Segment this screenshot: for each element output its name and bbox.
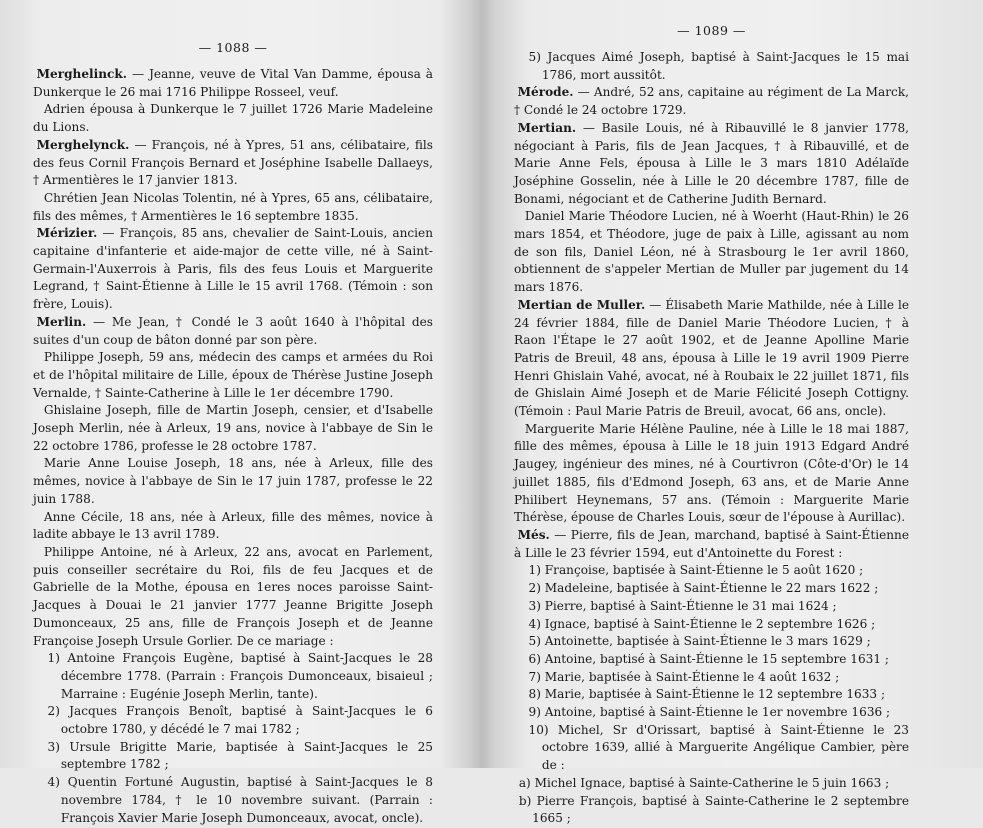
page-number: — 1088 — [198,40,268,55]
body-paragraph [33,101,433,136]
entry-paragraph [514,120,909,209]
entry-paragraph [33,137,433,190]
paragraph-text: 1) Françoise, baptisée à Saint-Étienne le 5 août 1620 ; [528,563,864,578]
paragraph-text: a) Michel Ignace, baptisé à Sainte-Catherine le 5 juin 1663 ; [518,775,890,790]
child-entry [514,580,909,598]
grandchild-entry [514,775,909,793]
body-paragraph [33,349,433,402]
page-number: — 1089 — [677,23,746,38]
body-paragraph [33,402,433,455]
entry-paragraph [33,66,433,101]
entry-paragraph [33,225,433,314]
paragraph-text: 10) Michel, Sr d'Orissart, baptisé à Saint-Étienne le 23 octobre 1639, allié à Marguerite Angélique Cambier, père de : [528,722,909,773]
child-entry [514,651,909,669]
paragraph-text: Ghislaine Joseph, fille de Martin Joseph, censier, et d'Isabelle Joseph Merlin, née à Arleux, 19 ans, novice à l'abbaye de Sin le 22 octobre 1786, professe le 28 octobre 1787. [33,403,433,453]
entry-paragraph [514,84,909,119]
paragraph-text: 7) Marie, baptisée à Saint-Étienne le 4 août 1632 ; [528,669,840,684]
child-entry [514,722,909,775]
entry-heading: Més. [517,527,550,542]
entry-heading: Mertian de Muller. [517,297,646,312]
body-paragraph [33,190,433,225]
paragraph-text: 9) Antoine, baptisé à Saint-Étienne le 1er novembre 1636 ; [528,705,891,720]
paragraph-text: Daniel Marie Théodore Lucien, né à Woerht (Haut-Rhin) le 26 mars 1854, et Théodore, juge de paix à Lille, agissant au nom de son fils, Daniel Léon, né à Strasbourg le 1er avril 1860, obtiennent de s'appeler Mertian de Muller par jugement du 14 mars 1876. [514,209,909,295]
paragraph-text: — Pierre, fils de Jean, marchand, baptisé à Saint-Étienne à Lille le 23 février 1594, eut d'Antoinette du Forest : [514,527,909,560]
paragraph-text: 3) Ursule Brigitte Marie, baptisée à Saint-Jacques le 25 septembre 1782 ; [47,739,433,772]
child-entry [33,739,433,774]
entry-paragraph [514,297,909,421]
entry-heading: Merghelinck. [36,67,127,81]
entry-heading: Mertian. [517,120,577,135]
paragraph-text: 2) Madeleine, baptisée à Saint-Étienne le 22 mars 1622 ; [528,581,879,596]
paragraph-text: Adrien épousa à Dunkerque le 7 juillet 1726 Marie Madeleine du Lions. [33,102,433,135]
entry-heading: Merlin. [36,314,87,329]
child-entry [514,704,909,722]
paragraph-text: Philippe Antoine, né à Arleux, 22 ans, avocat en Parlement, puis conseiller secrétaire du Roi, fils de feu Jacques et de Gabrielle de la Mothe, épousa en 1eres noces paroisse Saint-Jacques à Douai le 21 janvier 1777 Jeanne Brigitte Joseph Dumonceaux, 25 ans, fille de François Joseph et de Jeanne Françoise Joseph Ursule Gorlier. De ce mariage : [33,544,433,648]
entry-heading: Mérode. [517,85,574,100]
body-paragraph [514,208,909,297]
paragraph-text: 8) Marie, baptisée à Saint-Étienne le 12 septembre 1633 ; [528,687,886,702]
paragraph-text: — Me Jean, † Condé le 3 août 1640 à l'hôpital des suites d'un coup de bâton donné par son père. [33,314,433,347]
paragraph-text: b) Pierre François, baptisé à Sainte-Catherine le 2 septembre 1665 ; [518,793,909,826]
paragraph-text: 5) Jacques Aimé Joseph, baptisé à Saint-Jacques le 15 mai 1786, mort aussitôt. [528,50,909,82]
paragraph-text: — André, 52 ans, capitaine au régiment de La Marck, † Condé le 24 octobre 1729. [514,85,909,118]
entry-paragraph [33,314,433,349]
paragraph-text: Marie Anne Louise Joseph, 18 ans, née à Arleux, fille des mêmes, novice à l'abbaye de Sin le 17 juin 1787, professe le 22 juin 1788. [33,456,433,506]
grandchild-entry [514,793,909,828]
paragraph-text: — François, né à Ypres, 51 ans, célibataire, fils des feus Cornil François Bernard et Joséphine Isabelle Dallaeys, † Armentières le 17 janvier 1813. [33,137,433,188]
paragraph-text: — Élisabeth Marie Mathilde, née à Lille le 24 février 1884, fille de Daniel Marie Théodore Lucien, † à Raon l'Étape le 27 août 1902, et de Jeanne Apolline Marie Patris de Breuil, 48 ans, épousa à Lille le 19 avril 1909 Pierre Henri Ghislain Vahé, avocat, né à Roubaix le 22 juillet 1871, fils de Ghislain Aimé Joseph et de Marie Félicité Joseph Cottigny. (Témoin : Paul Marie Patris de Breuil, avocat, 66 ans, oncle). [514,297,909,419]
paragraph-text: Anne Cécile, 18 ans, née à Arleux, fille des mêmes, novice à ladite abbaye le 13 avril 1789. [33,509,433,542]
child-entry [514,686,909,704]
child-entry [514,616,909,634]
child-entry [514,633,909,651]
child-entry [514,49,909,84]
child-entry [33,650,433,703]
page-text [514,49,909,828]
paragraph-text: Philippe Joseph, 59 ans, médecin des camps et armées du Roi et de l'hôpital militaire de Lille, époux de Thérèse Justine Joseph Vernalde, † Sainte-Catherine à Lille le 1er décembre 1790. [33,350,433,400]
body-paragraph [514,421,909,527]
paragraph-text: 5) Antoinette, baptisée à Saint-Étienne le 3 mars 1629 ; [528,634,871,649]
paragraph-text: 4) Ignace, baptisé à Saint-Étienne le 2 septembre 1626 ; [528,616,876,631]
paragraph-text: 2) Jacques François Benoît, baptisé à Saint-Jacques le 6 octobre 1780, y décédé le 7 mai 1782 ; [47,704,433,737]
entry-heading: Mérizier. [36,226,98,241]
paragraph-text: 1) Antoine François Eugène, baptisé à Saint-Jacques le 28 décembre 1778. (Parrain : François Dumonceaux, bisaieul ; Marraine : Eugénie Joseph Merlin, tante). [47,651,433,701]
paragraph-text: 4) Quentin Fortuné Augustin, baptisé à Saint-Jacques le 8 novembre 1784, † le 10 novembre suivant. (Parrain : François Xavier Marie Joseph Dumonceaux, avocat, oncle). [47,775,433,825]
child-entry [33,703,433,738]
paragraph-text: Chrétien Jean Nicolas Tolentin, né à Ypres, 65 ans, célibataire, fils des mêmes, † Armentières le 16 septembre 1835. [33,190,433,223]
body-paragraph [33,455,433,508]
paragraph-text: 6) Antoine, baptisé à Saint-Étienne le 15 septembre 1631 ; [528,651,889,666]
body-paragraph [33,544,433,650]
paragraph-text: — Jeanne, veuve de Vital Van Damme, épousa à Dunkerque le 26 mai 1716 Philippe Rosseel, veuf. [33,67,433,99]
entry-paragraph [514,527,909,562]
paragraph-text: 3) Pierre, baptisé à Saint-Étienne le 31 mai 1624 ; [528,598,837,613]
child-entry [514,598,909,616]
page-text [33,66,433,827]
child-entry [514,669,909,687]
paragraph-text: — Basile Louis, né à Ribauvillé le 8 janvier 1778, négociant à Paris, fils de Jean Jacques, † à Ribauvillé, et de Marie Anne Fels, épousa à Lille le 3 mars 1810 Adélaïde Joséphine Gosselin, née à Lille le 20 décembre 1787, fille de Bonami, négociant et de Catherine Judith Bernard. [514,120,909,206]
body-paragraph [33,509,433,544]
child-entry [514,562,909,580]
paragraph-text: Marguerite Marie Hélène Pauline, née à Lille le 18 mai 1887, fille des mêmes, épousa à Lille le 18 juin 1913 Edgard André Jaugey, ingénieur des mines, né à Courtivron (Côte-d'Or) le 14 juillet 1885, fils d'Edmond Joseph, 63 ans, et de Marie Anne Philibert Heynemans, 57 ans. (Témoin : Marguerite Marie Thérèse, épouse de Charles Louis, sœur de l'épouse à Aurillac). [514,421,909,525]
child-entry [33,774,433,827]
entry-heading: Merghelynck. [36,137,130,152]
paragraph-text: — François, 85 ans, chevalier de Saint-Louis, ancien capitaine d'infanterie et aide-major de cette ville, né à Saint-Germain-l'Auxerrois à Paris, fils des feus Louis et Marguerite Legrand, † Saint-Étienne à Lille le 15 avril 1768. (Témoin : son frère, Louis). [33,226,433,312]
